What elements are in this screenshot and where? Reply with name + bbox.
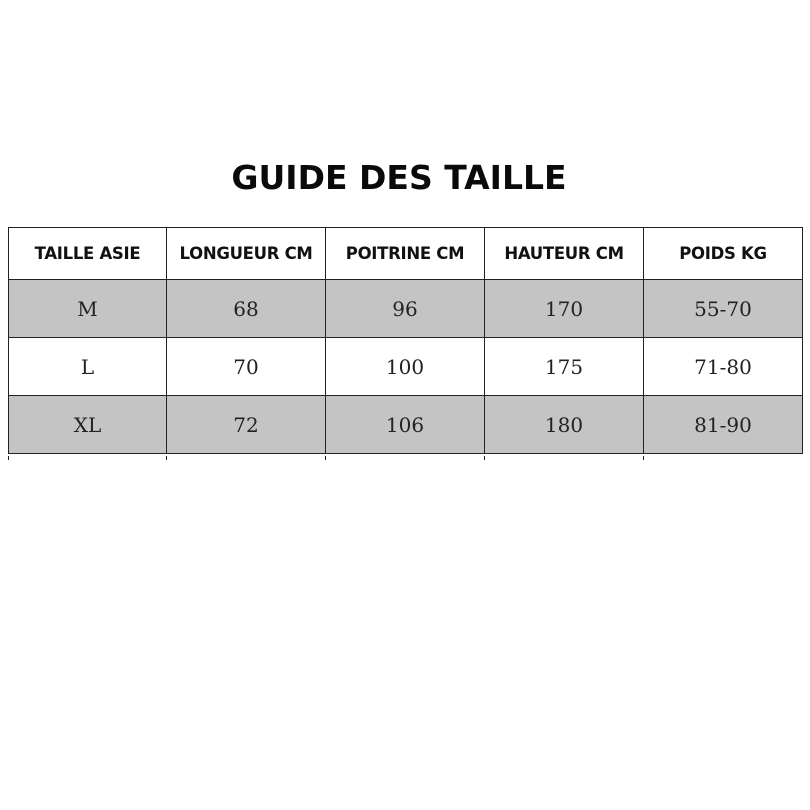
- divider: [484, 456, 485, 460]
- divider: [8, 456, 9, 460]
- cell-longueur: 70: [167, 338, 326, 396]
- header-poitrine: POITRINE CM: [326, 228, 485, 280]
- cell-poitrine: 100: [326, 338, 485, 396]
- header-hauteur: HAUTEUR CM: [485, 228, 644, 280]
- cell-poids: 71-80: [644, 338, 803, 396]
- cell-size: XL: [9, 396, 167, 454]
- header-longueur: LONGUEUR CM: [167, 228, 326, 280]
- header-taille-asie: TAILLE ASIE: [9, 228, 167, 280]
- size-guide-table: [8, 227, 803, 454]
- cell-poitrine: 96: [326, 280, 485, 338]
- divider: [325, 456, 326, 460]
- cell-poitrine: 106: [326, 396, 485, 454]
- cell-hauteur: 170: [485, 280, 644, 338]
- cell-size: M: [9, 280, 167, 338]
- table-row: [9, 280, 803, 338]
- cell-hauteur: 180: [485, 396, 644, 454]
- cell-hauteur: 175: [485, 338, 644, 396]
- divider: [643, 456, 644, 460]
- table-row: [9, 396, 803, 454]
- page-title: GUIDE DES TAILLE: [231, 158, 567, 197]
- header-poids: POIDS KG: [644, 228, 803, 280]
- cell-longueur: 68: [167, 280, 326, 338]
- cell-size: L: [9, 338, 167, 396]
- cell-longueur: 72: [167, 396, 326, 454]
- table-row: [9, 338, 803, 396]
- cell-poids: 55-70: [644, 280, 803, 338]
- cell-poids: 81-90: [644, 396, 803, 454]
- table-header-row: [9, 228, 803, 280]
- divider: [166, 456, 167, 460]
